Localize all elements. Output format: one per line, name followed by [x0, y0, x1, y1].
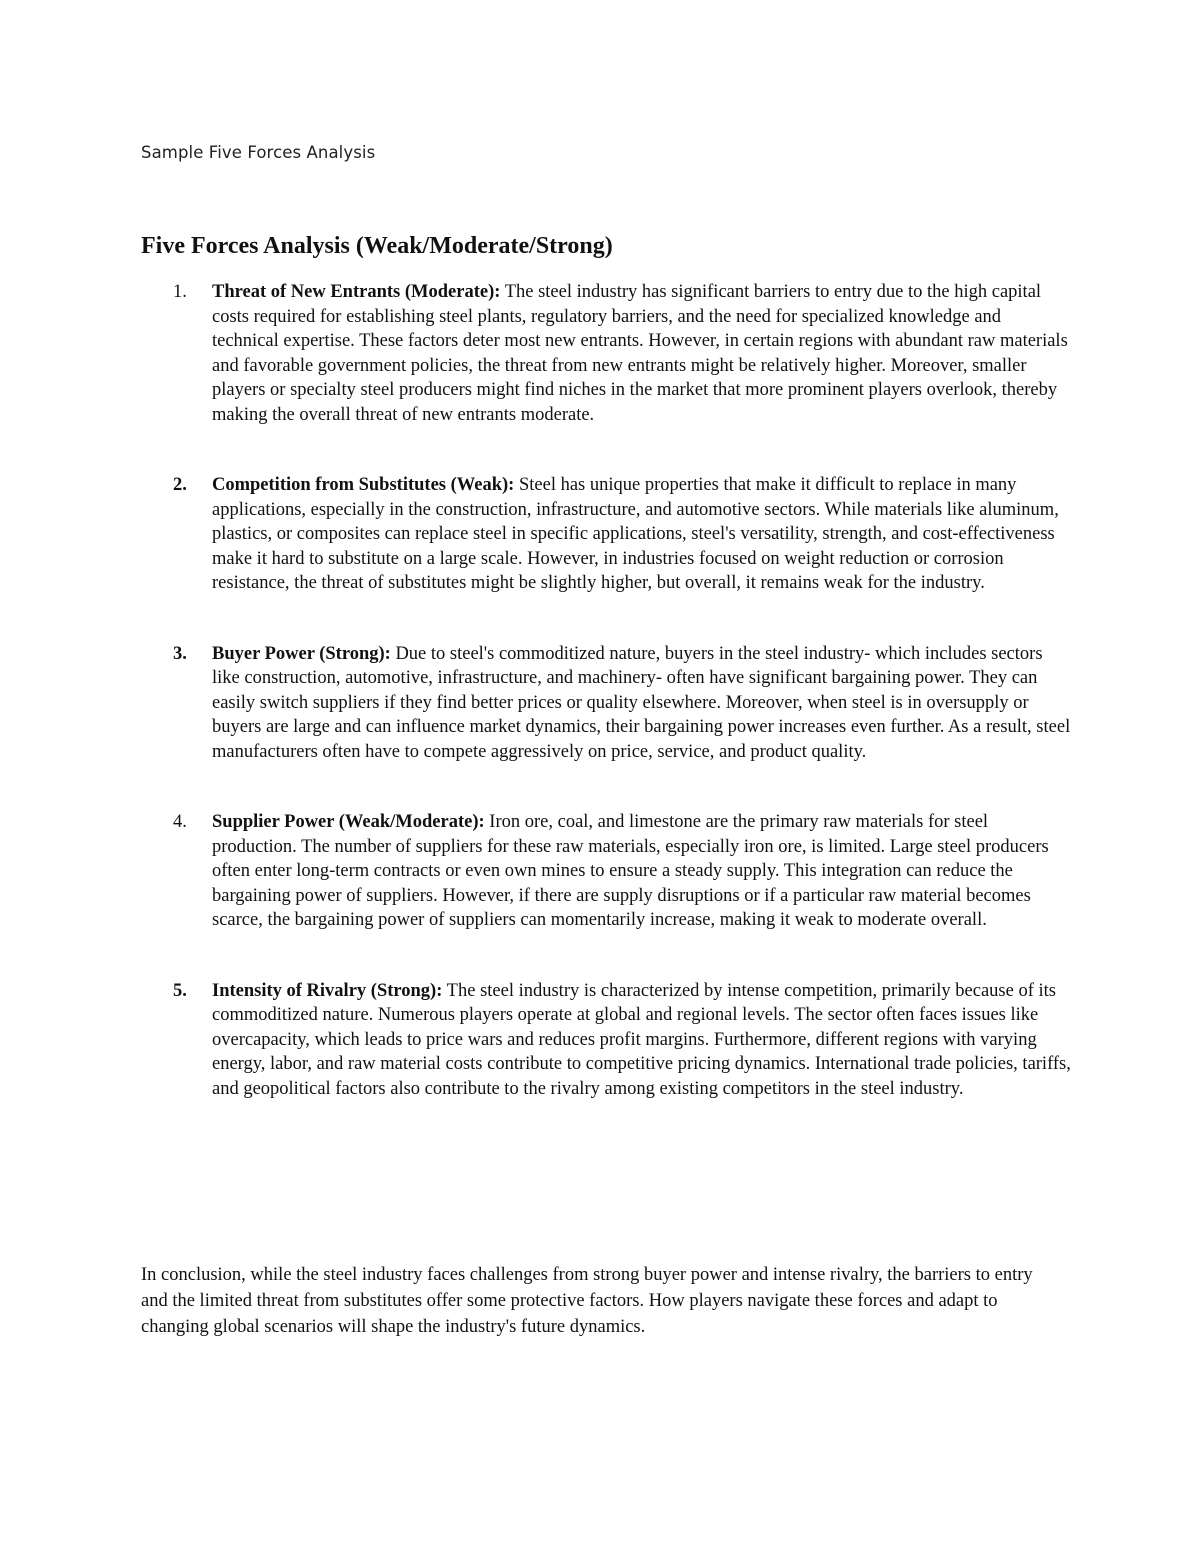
force-item-buyer-power: [141, 642, 1071, 765]
force-label: Buyer Power (Strong):: [212, 643, 391, 664]
list-number: 4.: [173, 812, 187, 832]
list-number: 1.: [173, 282, 187, 302]
force-text: Steel has unique properties that make it difficult to replace in many applications, especially in the construction, infrastructure, and automotive sectors. While materials like aluminum, plastics, or composites can replace steel in specific applications, steel's versatility, strength, and cost-effectiveness make it hard to substitute on a large scale. However, in industries focused on weight reduction or corrosion resistance, the threat of substitutes might be slightly higher, but overall, it remains weak for the industry.: [212, 475, 1059, 593]
force-text: The steel industry has significant barriers to entry due to the high capital costs required for establishing steel plants, regulatory barriers, and the need for specialized knowledge and technical expertise. These factors deter most new entrants. However, in certain regions with abundant raw materials and favorable government policies, the threat from new entrants might be relatively higher. Moreover, smaller players or specialty steel producers might find niches in the market that more prominent players overlook, thereby making the overall threat of new entrants moderate.: [212, 282, 1068, 425]
force-item-new-entrants: [141, 280, 1071, 427]
conclusion-paragraph: In conclusion, while the steel industry faces challenges from strong buyer power and intense rivalry, the barriers to entry and the limited threat from substitutes offer some protective factors. How players navigate these forces and adapt to changing global scenarios will shape the industry's future dynamics.: [141, 1265, 1033, 1337]
force-text: Due to steel's commoditized nature, buyers in the steel industry- which includes sectors like construction, automotive, infrastructure, and machinery- often have significant bargaining power. They can easily switch suppliers if they find better prices or quality elsewhere. Moreover, when steel is in oversupply or buyers are large and can influence market dynamics, their bargaining power increases even further. As a result, steel manufacturers often have to compete aggressively on price, service, and product quality.: [212, 643, 1071, 762]
force-label: Threat of New Entrants (Moderate):: [212, 282, 501, 302]
force-label: Competition from Substitutes (Weak):: [212, 475, 515, 495]
list-number: 3.: [173, 643, 187, 664]
list-number: 5.: [173, 980, 187, 1001]
force-label: Supplier Power (Weak/Moderate):: [212, 812, 485, 832]
forces-list: [141, 280, 1071, 1147]
force-item-rivalry: [141, 979, 1071, 1102]
list-number: 2.: [173, 475, 187, 495]
force-text: Iron ore, coal, and limestone are the primary raw materials for steel production. The number of suppliers for these raw materials, especially iron ore, is limited. Large steel producers often enter long-term contracts or even own mines to ensure a steady supply. This integration can reduce the bargaining power of suppliers. However, if there are supply disruptions or if a particular raw material becomes scarce, the bargaining power of suppliers can momentarily increase, making it weak to moderate overall.: [212, 812, 1049, 930]
force-label: Intensity of Rivalry (Strong):: [212, 980, 443, 1001]
section-heading: Five Forces Analysis (Weak/Moderate/Strong): [141, 233, 613, 259]
document-header-title: Sample Five Forces Analysis: [141, 143, 376, 162]
force-item-supplier-power: [141, 810, 1071, 933]
force-item-substitutes: [141, 473, 1071, 596]
force-text: The steel industry is characterized by intense competition, primarily because of its commoditized nature. Numerous players operate at global and regional levels. The sector often faces issues like overcapacity, which leads to price wars and reduces profit margins. Furthermore, different regions with varying energy, labor, and raw material costs contribute to competitive pricing dynamics. International trade policies, tariffs, and geopolitical factors also contribute to the rivalry among existing competitors in the steel industry.: [212, 980, 1071, 1099]
